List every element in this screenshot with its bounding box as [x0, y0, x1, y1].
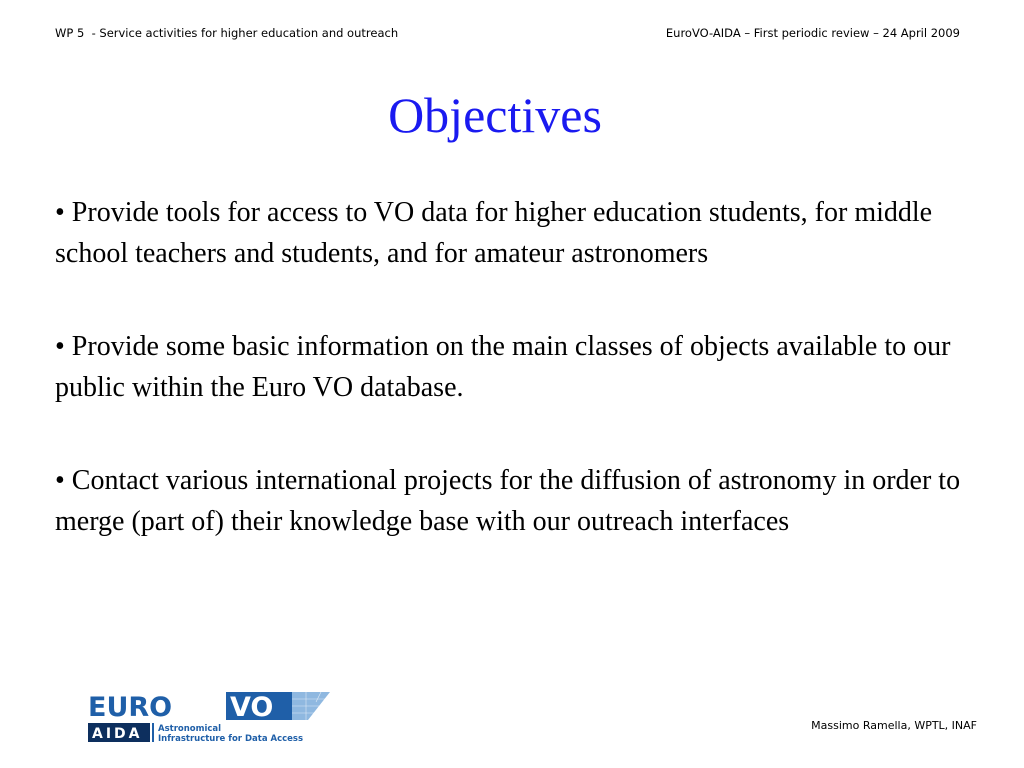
logo-vo-text: VO — [230, 692, 274, 723]
slide-title: Objectives — [388, 87, 602, 143]
logo-euro-text: EURO — [88, 692, 173, 723]
header-right-text: EuroVO-AIDA – First periodic review – 24 April 2009 — [665, 26, 960, 40]
logo-line1-text: Astronomical — [158, 724, 222, 734]
header-left-text: WP 5 - Service activities for higher education and outreach — [55, 26, 399, 40]
bullet-list — [55, 192, 975, 594]
logo-aida-text: AIDA — [92, 726, 143, 742]
euro-vo-aida-logo — [86, 690, 332, 744]
bullet-item: • Provide some basic information on the main classes of objects available to our public within the Euro VO database. — [55, 331, 951, 403]
bullet-item: • Contact various international projects for the diffusion of astronomy in order to merge (part of) their knowledge base with our outreach interfaces — [55, 465, 961, 537]
logo-vo-block — [226, 692, 330, 723]
logo-line2-text: Infrastructure for Data Access — [158, 734, 304, 744]
footer-credit: Massimo Ramella, WPTL, INAF — [811, 719, 977, 732]
bullet-item: • Provide tools for access to VO data for higher education students, for middle school teachers and students, and for amateur astronomers — [55, 197, 933, 269]
